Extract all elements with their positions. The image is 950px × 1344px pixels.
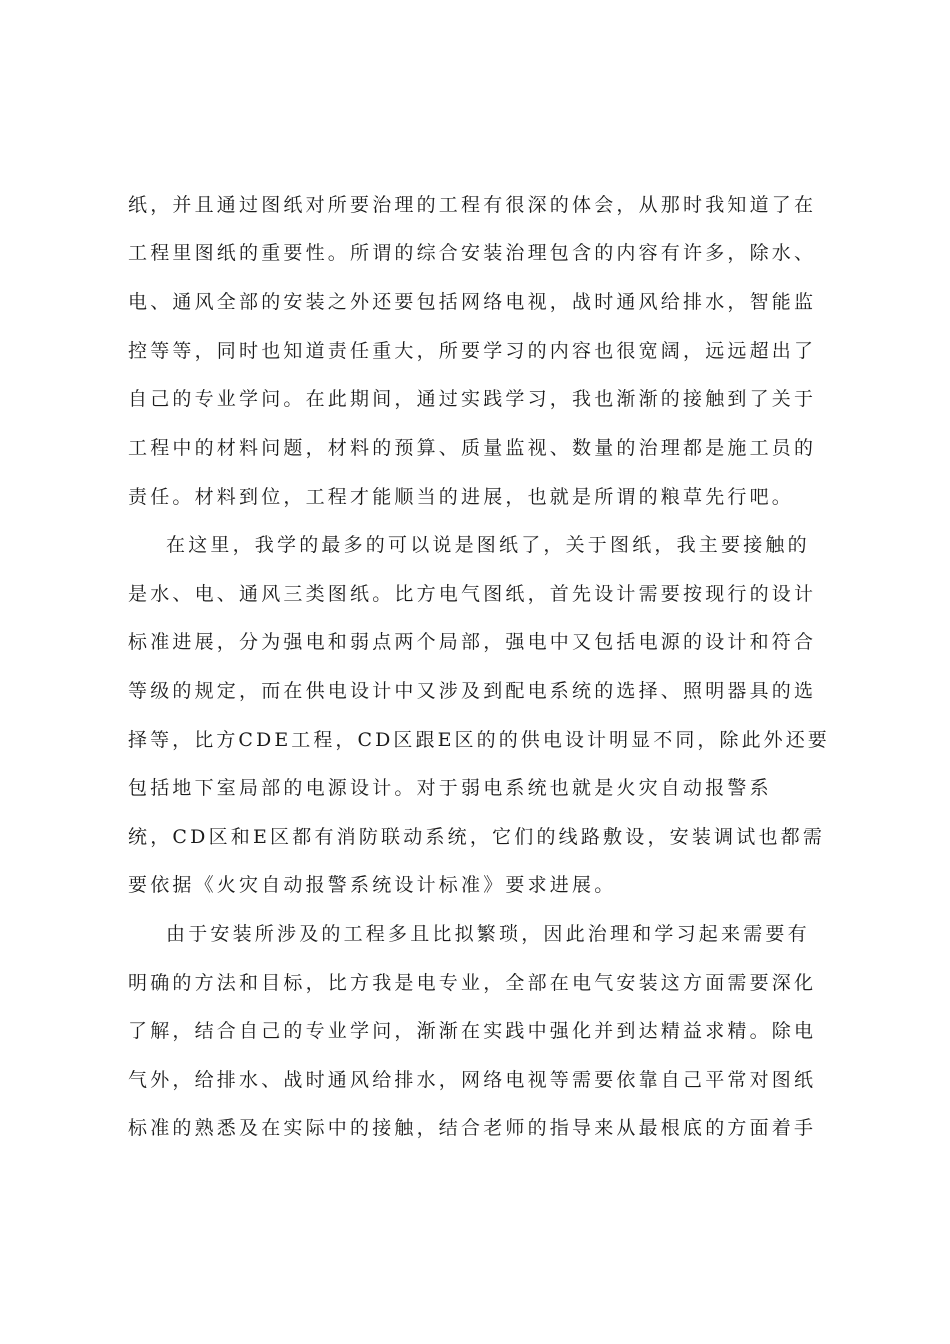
paragraph-2-line-2: 是水、电、通风三类图纸。比方电气图纸，首先设计需要按现行的设计 [128, 583, 817, 605]
paragraph-2-line-4: 等级的规定，而在供电设计中又涉及到配电系统的选择、照明器具的选 [128, 680, 817, 702]
paragraph-1-line-7: 责任。材料到位，工程才能顺当的进展，也就是所谓的粮草先行吧。 [128, 486, 795, 508]
paragraph-1-line-6: 工程中的材料问题，材料的预算、质量监视、数量的治理都是施工员的 [128, 437, 817, 459]
paragraph-1-line-4: 控等等，同时也知道责任重大，所要学习的内容也很宽阔，远远超出了 [128, 340, 817, 362]
document-body [128, 0, 830, 1344]
paragraph-1-line-1: 纸，并且通过图纸对所要治理的工程有很深的体会，从那时我知道了在 [128, 194, 817, 216]
paragraph-2-line-6: 包括地下室局部的电源设计。对于弱电系统也就是火灾自动报警系 [128, 777, 772, 799]
paragraph-3-line-4: 气外，给排水、战时通风给排水，网络电视等需要依靠自己平常对图纸 [128, 1069, 817, 1091]
paragraph-1-line-3: 电、通风全部的安装之外还要包括网络电视，战时通风给排水，智能监 [128, 291, 817, 313]
paragraph-1-line-5: 自己的专业学问。在此期间，通过实践学习，我也渐渐的接触到了关于 [128, 388, 817, 410]
paragraph-2-line-1: 在这里，我学的最多的可以说是图纸了，关于图纸，我主要接触的 [166, 534, 810, 556]
paragraph-2-line-8: 要依据《火灾自动报警系统设计标准》要求进展。 [128, 874, 617, 896]
paragraph-3-line-2: 明确的方法和目标，比方我是电专业，全部在电气安装这方面需要深化 [128, 972, 817, 994]
paragraph-2-line-3: 标准进展，分为强电和弱点两个局部，强电中又包括电源的设计和符合 [128, 631, 817, 653]
paragraph-3-line-1: 由于安装所涉及的工程多且比拟繁琐，因此治理和学习起来需要有 [166, 923, 810, 945]
paragraph-1-line-2: 工程里图纸的重要性。所谓的综合安装治理包含的内容有许多，除水、 [128, 242, 817, 264]
paragraph-2-line-5: 择等，比方CDE工程，CD区跟E区的的供电设计明显不同，除此外还要 [128, 729, 830, 751]
paragraph-2-line-7: 统，CD区和E区都有消防联动系统，它们的线路敷设，安装调试也都需 [128, 826, 826, 848]
paragraph-3-line-5: 标准的熟悉及在实际中的接触，结合老师的指导来从最根底的方面着手 [128, 1117, 817, 1139]
paragraph-3-line-3: 了解，结合自己的专业学问，渐渐在实践中强化并到达精益求精。除电 [128, 1020, 817, 1042]
